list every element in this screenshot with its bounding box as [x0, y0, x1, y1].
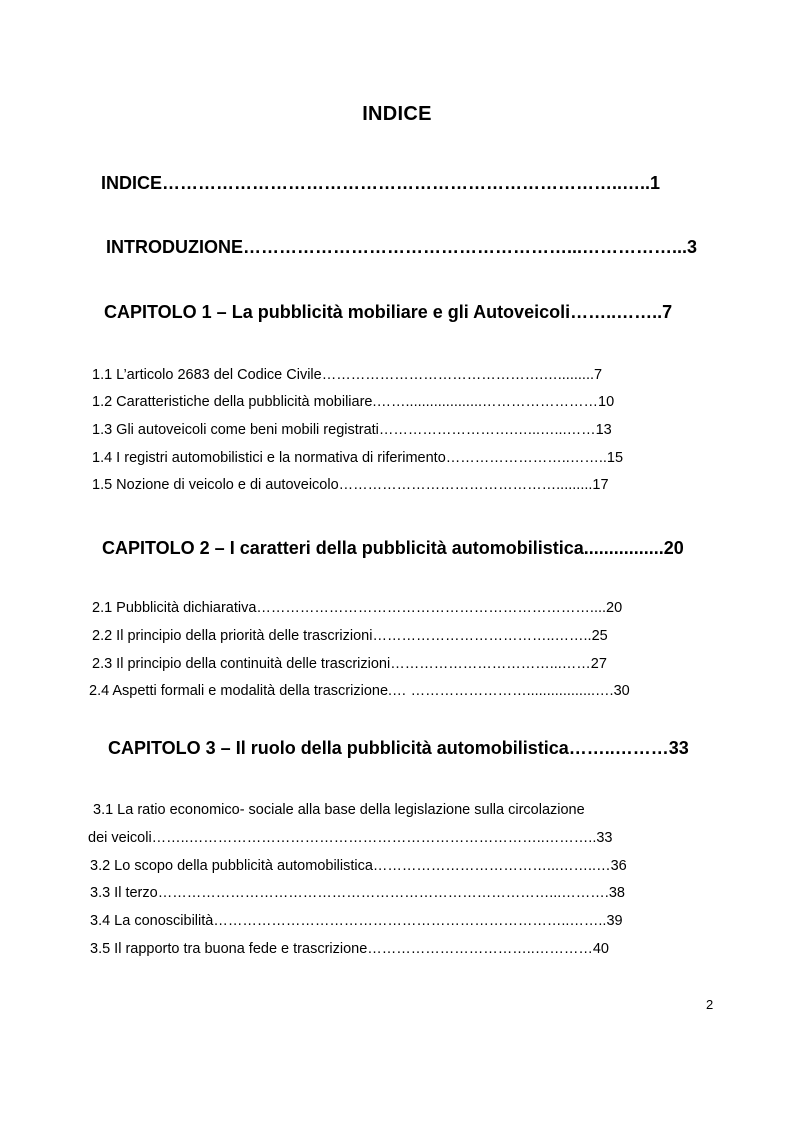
toc-entry-3-5[interactable]: 3.5 Il rapporto tra buona fede e trascrizione……………………………..…………40	[90, 941, 609, 957]
toc-entry-1-2[interactable]: 1.2 Caratteristiche della pubblicità mobiliare.……...................……………………10	[92, 394, 615, 410]
toc-entry-3-4[interactable]: 3.4 La conoscibilità………………………………………………………………..……..39	[90, 913, 623, 929]
toc-entry-1-5[interactable]: 1.5 Nozione di veicolo e di autoveicolo……………………………………….........17	[92, 477, 609, 493]
toc-entry-1-4[interactable]: 1.4 I registri automobilistici e la normativa di riferimento……………………..……..15	[92, 450, 624, 466]
toc-entry-2-1[interactable]: 2.1 Pubblicità dichiarativa……………………………………………………………....20	[92, 600, 623, 616]
toc-entry-3-3[interactable]: 3.3 Il terzo………………………………………………………………………...……….38	[90, 885, 625, 901]
toc-entry-capitolo-1[interactable]: CAPITOLO 1 – La pubblicità mobiliare e gli Autoveicoli……..……..7	[104, 302, 673, 322]
toc-entry-capitolo-2[interactable]: CAPITOLO 2 – I caratteri della pubblicità automobilistica................20	[102, 538, 684, 558]
toc-entry-capitolo-3[interactable]: CAPITOLO 3 – Il ruolo della pubblicità automobilistica……..………33	[108, 738, 689, 758]
toc-entry-1-3[interactable]: 1.3 Gli autoveicoli come beni mobili registrati……………………….…...…...……13	[92, 422, 612, 438]
toc-entry-indice[interactable]: INDICE…………………………………………………………………..…..1	[101, 173, 661, 193]
toc-entry-3-1-line-1[interactable]: 3.1 La ratio economico- sociale alla base della legislazione sulla circolazione	[93, 802, 585, 818]
toc-entry-3-2[interactable]: 3.2 Lo scopo della pubblicità automobilistica………………………………...……..…36	[90, 858, 627, 874]
toc-entry-2-2[interactable]: 2.2 Il principio della priorità delle trascrizioni………………………………..……..25	[92, 628, 608, 644]
page-title: INDICE	[362, 103, 432, 125]
toc-entry-3-1-line-2[interactable]: dei veicoli……..………………………………………………………………..………..33	[88, 830, 613, 846]
page-number: 2	[706, 997, 714, 1012]
toc-entry-introduzione[interactable]: INTRODUZIONE………………………………………………...……………...3	[106, 237, 698, 257]
toc-entry-1-1[interactable]: 1.1 L’articolo 2683 del Codice Civile……………………………………….….........7	[92, 367, 603, 383]
toc-entry-2-3[interactable]: 2.3 Il principio della continuità delle trascrizioni……………………………...……27	[92, 656, 607, 672]
toc-entry-2-4[interactable]: 2.4 Aspetti formali e modalità della trascrizione.… …………………….................….30	[89, 683, 630, 699]
